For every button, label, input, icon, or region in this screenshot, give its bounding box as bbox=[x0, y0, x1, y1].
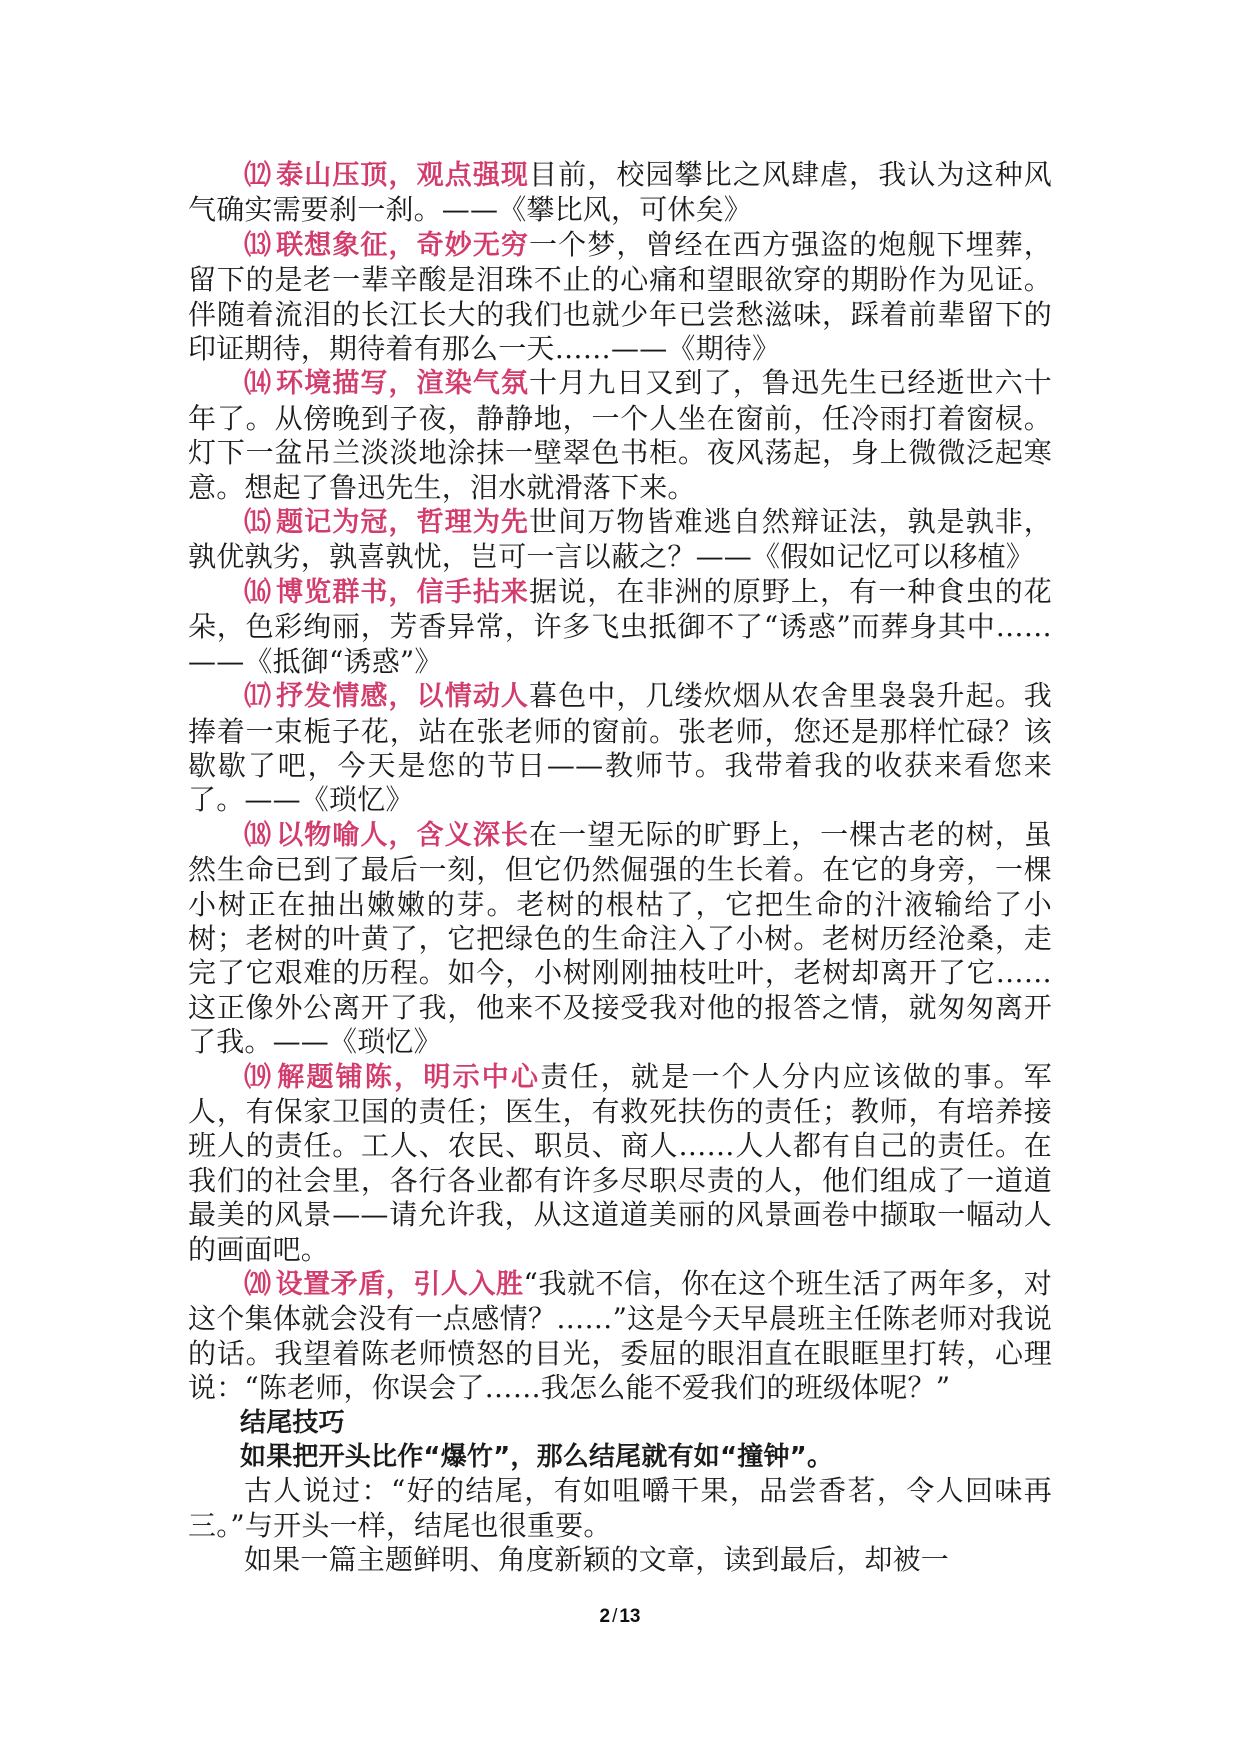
total-pages: 13 bbox=[619, 1606, 641, 1627]
technique-title: ⒄ 抒发情感，以情动人 bbox=[244, 681, 530, 713]
technique-title: ⒇ 设置矛盾，引人入胜 bbox=[244, 1269, 524, 1300]
list-item bbox=[188, 575, 1052, 679]
example-text: 暮色中，几缕炊烟从农舍里袅袅升起。我捧着一束栀子花，站在张老师的窗前。张老师，您还是那样忙碌？该歇歇了吧，今天是您的节日——教师节。我带着我的收获来看您来了。——《琐忆》 bbox=[188, 679, 1052, 817]
page-separator: / bbox=[612, 1606, 618, 1627]
example-text: 在一望无际的旷野上，一棵古老的树，虽然生命已到了最后一刻，但它仍然倔强的生长着。在它的身旁，一棵小树正在抽出嫩嫩的芽。老树的根枯了，它把生命的汁液输给了小树；老树的叶黄了，它把绿色的生命注入了小树。老树历经沧桑，走完了它艰难的历程。如今，小树刚刚抽枝吐叶，老树却离开了它……这正像外公离开了我，他来不及接受我对他的报答之情，就匆匆离开了我。——《琐忆》 bbox=[188, 817, 1052, 1059]
list-item bbox=[188, 366, 1052, 505]
technique-title: ⒂ 题记为冠，哲理为先 bbox=[244, 507, 530, 539]
list-item bbox=[188, 228, 1052, 367]
example-text: “我就不信，你在这个班生活了两年多，对这个集体就会没有一点感情？……”这是今天早晨班主任陈老师对我说的话。我望着陈老师愤怒的目光，委屈的眼泪直在眼眶里打转，心理说：“陈老师，你误会了……我怎么能不爱我们的班级体呢？” bbox=[188, 1267, 1052, 1405]
example-text: 十月九日又到了，鲁迅先生已经逝世六十年了。从傍晚到子夜，静静地，一个人坐在窗前，任冷雨打着窗棂。灯下一盆吊兰淡淡地涂抹一壁翠色书柜。夜风荡起，身上微微泛起寒意。想起了鲁迅先生，泪水就滑落下来。 bbox=[188, 366, 1052, 504]
example-text: 世间万物皆难逃自然辩证法，孰是孰非，孰优孰劣，孰喜孰忧，岂可一言以蔽之？——《假如记忆可以移植》 bbox=[188, 505, 1052, 574]
example-text: 目前，校园攀比之风肆虐，我认为这种风气确实需要刹一刹。——《攀比风，可休矣》 bbox=[188, 158, 1052, 227]
list-item bbox=[188, 679, 1052, 818]
current-page: 2 bbox=[599, 1606, 611, 1627]
list-item bbox=[188, 1267, 1052, 1406]
technique-title: ⒅ 以物喻人，含义深长 bbox=[244, 819, 530, 851]
body-paragraph: 古人说过：“好的结尾，有如咀嚼干果，品尝香茗，令人回味再三。”与开头一样，结尾也很重要。 bbox=[188, 1474, 1052, 1542]
list-item bbox=[188, 1060, 1052, 1267]
example-text: 据说，在非洲的原野上，有一种食虫的花朵，色彩绚丽，芳香异常，许多飞虫抵御不了“诱惑”而葬身其中……——《抵御“诱惑”》 bbox=[188, 574, 1052, 678]
example-text: 一个梦，曾经在西方强盗的炮舰下埋葬，留下的是老一辈辛酸是泪珠不止的心痛和望眼欲穿的期盼作为见证。伴随着流泪的长江长大的我们也就少年已尝愁滋味，踩着前辈留下的印证期待，期待着有那么一天……——《期待》 bbox=[188, 227, 1052, 366]
body-paragraph: 如果一篇主题鲜明、角度新颖的文章，读到最后，却被一 bbox=[244, 1543, 950, 1577]
list-item bbox=[188, 505, 1052, 575]
technique-title: ⒀ 联想象征，奇妙无穷 bbox=[244, 229, 530, 261]
page-number bbox=[0, 1606, 1240, 1628]
section-subheading: 如果把开头比作“爆竹”，那么结尾就有如“撞钟”。 bbox=[240, 1442, 834, 1473]
technique-title: ⑿ 泰山压顶，观点强现 bbox=[244, 160, 530, 191]
technique-title: ⒆ 解题铺陈，明示中心 bbox=[244, 1061, 541, 1093]
section-heading: 结尾技巧 bbox=[240, 1407, 345, 1438]
list-item bbox=[188, 818, 1052, 1060]
technique-title: ⒁ 环境描写，渲染气氛 bbox=[244, 368, 530, 400]
list-item bbox=[188, 158, 1052, 228]
document-body bbox=[188, 158, 1052, 1578]
technique-title: ⒃ 博览群书，信手拈来 bbox=[244, 576, 530, 608]
example-text: 责任，就是一个人分内应该做的事。军人，有保家卫国的责任；医生，有救死扶伤的责任；教师，有培养接班人的责任。工人、农民、职员、商人……人人都有自己的责任。在我们的社会里，各行各业都有许多尽职尽责的人，他们组成了一道道最美的风景——请允许我，从这道道美丽的风景画卷中撷取一幅动人的画面吧。 bbox=[188, 1059, 1052, 1266]
